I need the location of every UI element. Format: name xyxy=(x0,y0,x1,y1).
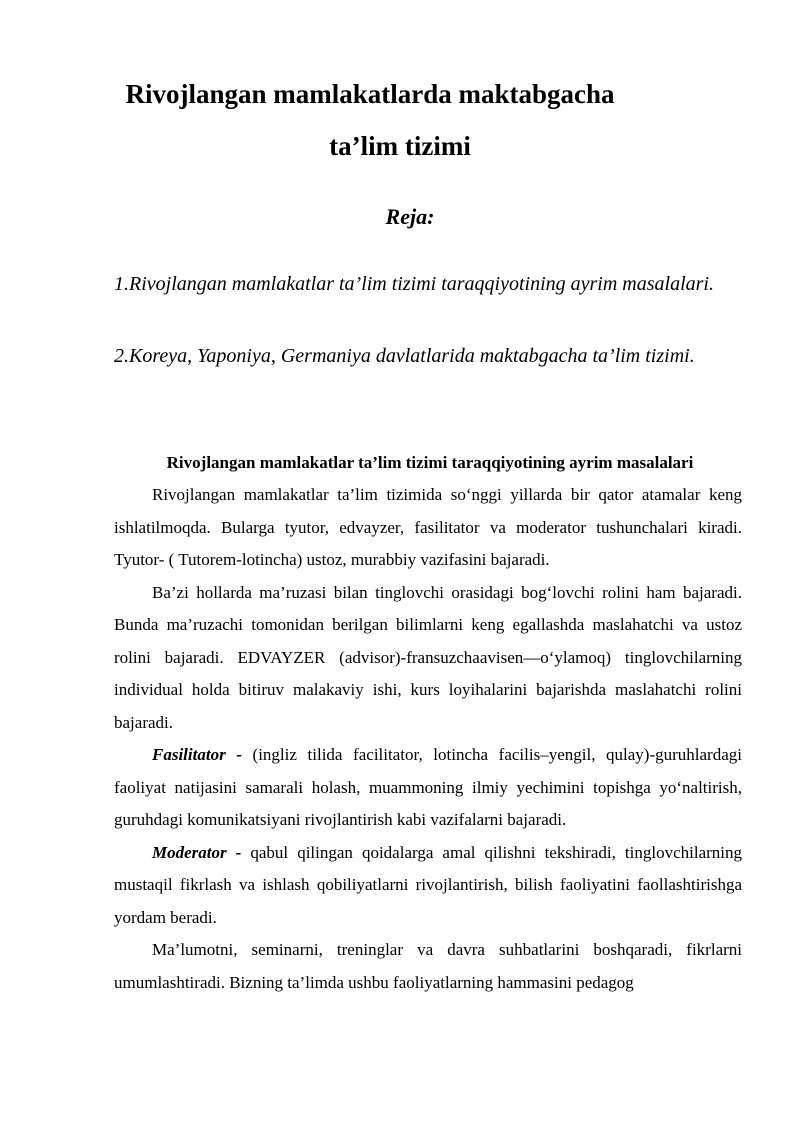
plan-item-2: 2.Koreya, Yaponiya, Germaniya davlatlarida maktabgacha ta’lim tizimi. xyxy=(114,345,695,367)
paragraph-fasilitator xyxy=(114,739,742,837)
moderator-definition: qabul qilingan qoidalarga amal qilishni tekshiradi, tinglovchilarning mustaqil fikrlash va ishlash qobiliyatlarni rivojlantirish, bilish faoliyatini faollashtirishga yordam beradi. xyxy=(114,842,742,927)
paragraph-2: Ba’zi hollarda ma’ruzasi bilan tinglovchi orasidagi bog‘lovchi rolini ham bajaradi. Bunda ma’ruzachi tomonidan berilgan bilimlarni keng egallashda maslahatchi va ustoz rolini bajaradi. EDVAYZER (advisor)-fransuzchaavisen—o‘ylamoq) tinglovchilarning individual holda bitiruv malakaviy ishi, kurs loyihalarini bajarishda maslahatchi rolini bajaradi. xyxy=(114,582,742,732)
section-body xyxy=(114,479,742,999)
plan-item-1: 1.Rivojlangan mamlakatlar ta’lim tizimi taraqqiyotining ayrim masalalari. xyxy=(114,273,714,295)
paragraph-1: Rivojlangan mamlakatlar ta’lim tizimida so‘nggi yillarda bir qator atamalar keng ishlatilmoqda. Bularga tyutor, edvayzer, fasilitator va moderator tushunchalari kiradi. Tyutor- ( Tutorem-lotincha) ustoz, murabbiy vazifasini bajaradi. xyxy=(114,485,742,569)
document-title-line-2: ta’lim tizimi xyxy=(329,131,471,161)
plan-heading: Reja: xyxy=(385,204,435,229)
paragraph-last: Ma’lumotni, seminarni, treninglar va davra suhbatlarini boshqaradi, fikrlarni umumlashtiradi. Bizning ta’limda ushbu faoliyatlarning hammasini pedagog xyxy=(114,940,742,992)
document-title-line-1: Rivojlangan mamlakatlarda maktabgacha xyxy=(125,79,615,109)
section-heading: Rivojlangan mamlakatlar ta’lim tizimi taraqqiyotining ayrim masalalari xyxy=(166,453,694,472)
term-moderator: Moderator - xyxy=(152,842,242,862)
fasilitator-definition: (ingliz tilida facilitator, lotincha facilis–yengil, qulay)-guruhlardagi faoliyat natijasini samarali holash, muammoning ilmiy yechimini topishga yo‘naltirish, guruhdagi komunikatsiyani rivojlantirish kabi vazifalarni bajaradi. xyxy=(114,745,742,829)
term-fasilitator: Fasilitator - xyxy=(152,745,242,764)
paragraph-moderator xyxy=(114,837,742,935)
